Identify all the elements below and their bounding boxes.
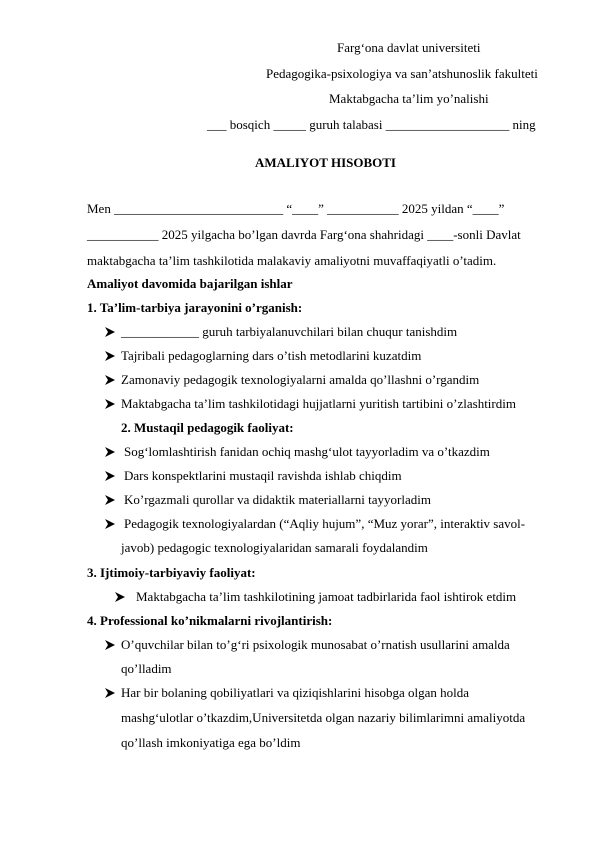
- arrow-bullet-icon: [104, 494, 116, 506]
- arrow-bullet-icon: [104, 350, 116, 362]
- intro-line-1: Men __________________________ “____” ___________ 2025 yildan “____”: [87, 201, 505, 216]
- list-item-continuation: mashg‘ulotlar o’tkazdim,Universitetda olgan nazariy bilimlarimni amaliyotda: [121, 710, 526, 725]
- arrow-bullet-icon: [104, 470, 116, 482]
- section-2-heading: 2. Mustaqil pedagogik faoliyat:: [121, 420, 294, 435]
- list-item: Har bir bolaning qobiliyatlari va qiziqishlarini hisobga olgan holda: [121, 685, 470, 700]
- list-item: Maktabgacha ta’lim tashkilotidagi hujjatlarni yuritish tartibini o’zlashtirdim: [121, 396, 516, 411]
- list-item-continuation: qo’lladim: [121, 661, 172, 676]
- list-item: Pedagogik texnologiyalardan (“Aqliy hujum”, “Muz yorar”, interaktiv savol-: [124, 516, 526, 531]
- list-item: O’quvchilar bilan to’g‘ri psixologik munosabat o’rnatish usullarini amalda: [121, 637, 510, 652]
- list-item-continuation: qo’llash imkoniyatiga ega bo’ldim: [121, 735, 301, 750]
- list-item: Dars konspektlarini mustaqil ravishda ishlab chiqdim: [124, 468, 402, 483]
- faculty-name: Pedagogika-psixologiya va san’atshunoslik fakulteti: [266, 66, 538, 81]
- arrow-bullet-icon: [104, 639, 116, 651]
- arrow-bullet-icon: [104, 687, 116, 699]
- list-item: Sog‘lomlashtirish fanidan ochiq mashg‘ulot tayyorladim va o’tkazdim: [124, 444, 490, 459]
- list-item: ____________ guruh tarbiyalanuvchilari bilan chuqur tanishdim: [121, 324, 458, 339]
- arrow-bullet-icon: [104, 374, 116, 386]
- intro-line-2: ___________ 2025 yilgacha bo’lgan davrda Farg‘ona shahridagi ____-sonli Davlat: [87, 227, 521, 242]
- direction-name: Maktabgacha ta’lim yo’nalishi: [329, 91, 489, 106]
- list-item: Zamonaviy pedagogik texnologiyalarni amalda qo’llashni o’rgandim: [121, 372, 480, 387]
- list-item: Tajribali pedagoglarning dars o’tish metodlarini kuzatdim: [121, 348, 422, 363]
- section-4-heading: 4. Professional ko’nikmalarni rivojlantirish:: [87, 613, 333, 628]
- university-name: Farg‘ona davlat universiteti: [337, 40, 481, 55]
- student-line: ___ bosqich _____ guruh talabasi ___________________ ning: [207, 117, 536, 132]
- arrow-bullet-icon: [104, 326, 116, 338]
- page-title: AMALIYOT HISOBOTI: [255, 155, 396, 170]
- section-3-heading: 3. Ijtimoiy-tarbiyaviy faoliyat:: [87, 565, 256, 580]
- intro-line-3: maktabgacha ta’lim tashkilotida malakaviy amaliyotni muvaffaqiyatli o’tadim.: [87, 253, 497, 268]
- work-heading: Amaliyot davomida bajarilgan ishlar: [87, 276, 293, 291]
- list-item: Ko’rgazmali qurollar va didaktik materiallarni tayyorladim: [124, 492, 431, 507]
- arrow-bullet-icon: [104, 446, 116, 458]
- list-item: Maktabgacha ta’lim tashkilotining jamoat tadbirlarida faol ishtirok etdim: [136, 589, 517, 604]
- arrow-bullet-icon: [104, 398, 116, 410]
- section-1-heading: 1. Ta’lim-tarbiya jarayonini o’rganish:: [87, 300, 303, 315]
- arrow-bullet-icon: [114, 591, 126, 603]
- list-item-continuation: javob) pedagogic texnologiyalaridan samarali foydalandim: [121, 540, 428, 555]
- arrow-bullet-icon: [104, 518, 116, 530]
